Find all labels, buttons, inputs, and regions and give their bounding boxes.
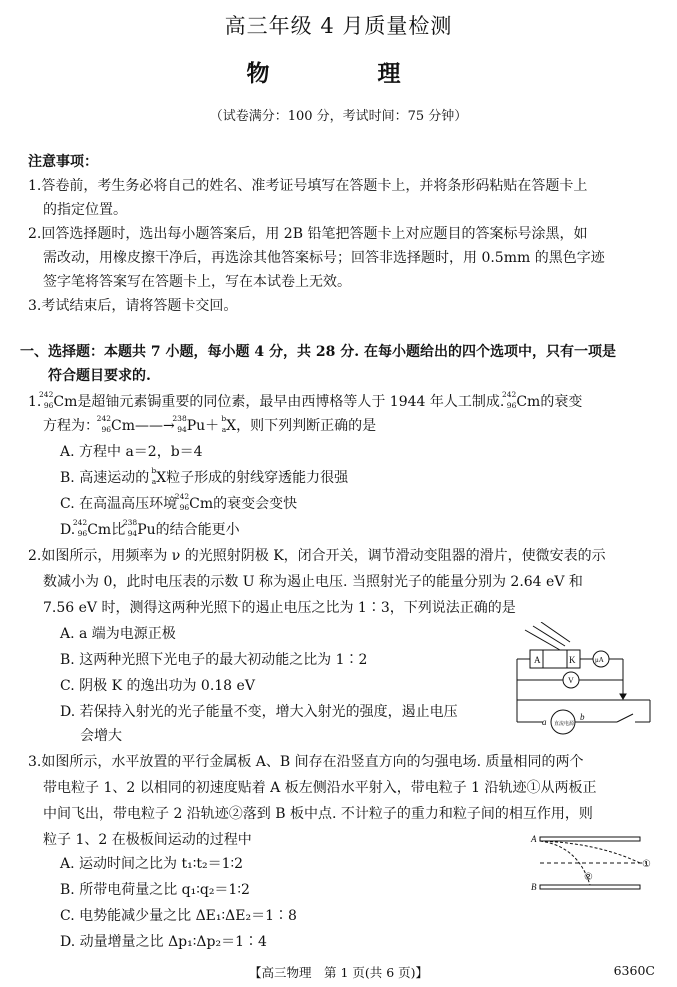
voltmeter-label: V: [568, 676, 574, 685]
question-1-equation: 方程为： 242 96 Cm——→ 238 94 Pu＋ b a X，则下列判断正确的是: [43, 414, 377, 434]
question-3-stem: 带电粒子 1、2 以相同的初速度贴着 A 板左侧沿水平射入，带电粒子 1 沿轨迹①从两板正: [43, 780, 597, 796]
exam-title: 高三年级 4 月质量检测: [224, 14, 453, 38]
question-2-stem: 数减小为 0，此时电压表的示数 U 称为遏止电压. 当照射光子的能量分别为 2.64 eV 和: [43, 574, 583, 590]
question-1-stem: 1. 242 96 Cm是超铀元素锔重要的同位素，最早由西博格等人于 1944 年人工制成. 242 96 Cm的衰变: [28, 390, 583, 410]
plate-b: [540, 885, 640, 889]
notice-line: 3.考试结束后，请将答题卡交回。: [28, 298, 238, 314]
anode-label: A: [534, 655, 541, 665]
notice-line: 需改动，用橡皮擦干净后，再选涂其他答案标号；回答非选择题时，用 0.5mm 的黑色字迹: [43, 250, 605, 266]
parallel-plates-figure: [528, 828, 658, 898]
microammeter-label: μA: [595, 656, 604, 664]
option-d: D. 242 96 Cm比 238 94 Pu的结合能更小: [60, 518, 240, 538]
cathode-label: K: [569, 655, 576, 665]
subject-title: 物 理: [246, 60, 431, 87]
section-heading-cont: 符合题目要求的.: [48, 368, 151, 384]
notice-line: 1.答卷前，考生务必将自己的姓名、准考证号填写在答题卡上，并将条形码粘贴在答题卡上: [28, 178, 588, 194]
question-2-stem: 2.如图所示，用频率为 ν 的光照射阴极 K，闭合开关，调节滑动变阻器的滑片，使微安表的示: [28, 548, 606, 564]
option-b: B. 这两种光照下光电子的最大初动能之比为 1∶2: [60, 652, 368, 668]
option-d: D. 若保持入射光的光子能量不变，增大入射光的强度，遏止电压: [60, 704, 458, 720]
option-d: D. 动量增量之比 Δp₁∶Δp₂＝1∶4: [60, 934, 267, 950]
question-3-stem: 中间飞出，带电粒子 2 沿轨迹②落到 B 板中点. 不计粒子的重力和粒子间的相互作用，则: [43, 806, 593, 822]
question-2-stem: 7.56 eV 时，测得这两种光照下的遏止电压之比为 1∶3，下列说法正确的是: [43, 600, 516, 616]
plate-a: [540, 837, 640, 841]
power-source-label: 直流电源: [554, 722, 575, 727]
plate-b-label: B: [531, 882, 537, 892]
light-ray: [541, 622, 570, 642]
notice-line: 签字笔将答案写在答题卡上，写在本试卷上无效。: [43, 274, 351, 290]
plate-a-label: A: [531, 834, 537, 844]
option-a: A. 方程中 a＝2，b＝4: [60, 444, 203, 460]
notice-line: 2.回答选择题时，选出每小题答案后，用 2B 铅笔把答题卡上对应题目的答案标号涂黑，如: [28, 226, 588, 242]
question-number: 1.: [28, 394, 42, 410]
exam-meta: （试卷满分：100 分，考试时间：75 分钟）: [209, 109, 468, 124]
section-heading: 一、选择题：本题共 7 小题，每小题 4 分，共 28 分. 在每小题给出的四个选项中，只有一项是: [20, 344, 616, 360]
option-d-cont: 会增大: [80, 728, 122, 744]
page-footer: 【高三物理 第 1 页(共 6 页)】: [248, 965, 429, 980]
option-a: A. 运动时间之比为 t₁∶t₂＝1∶2: [60, 856, 244, 872]
paper-code: 6360C: [613, 963, 655, 978]
option-b: B. 所带电荷量之比 q₁∶q₂＝1∶2: [60, 882, 250, 898]
light-ray: [533, 626, 565, 646]
nuclide-cm: 242 96: [39, 390, 54, 410]
notice-heading: 注意事项：: [28, 154, 98, 170]
switch: [617, 714, 633, 722]
question-3-stem: 粒子 1、2 在极板间运动的过程中: [43, 832, 252, 848]
question-3-stem: 3.如图所示，水平放置的平行金属板 A、B 间存在沿竖直方向的匀强电场. 质量相同的两个: [28, 754, 584, 770]
option-c: C. 阴极 K 的逸出功为 0.18 eV: [60, 678, 255, 694]
option-c: C. 电势能减少量之比 ΔE₁∶ΔE₂＝1∶8: [60, 908, 297, 924]
terminal-b-label: b: [580, 712, 585, 722]
trajectory-2-label: ②: [584, 872, 593, 883]
notice-line: 的指定位置。: [43, 202, 127, 218]
option-a: A. a 端为电源正极: [60, 626, 176, 642]
trajectory-1-label: ①: [642, 859, 651, 870]
terminal-a-label: a: [542, 717, 547, 727]
photoelectric-circuit-figure: [505, 622, 655, 742]
option-b: B. 高速运动的 b a X粒子形成的射线穿透能力很强: [60, 466, 349, 486]
option-c: C. 在高温高压环境 242 96 Cm的衰变会变快: [60, 492, 298, 512]
